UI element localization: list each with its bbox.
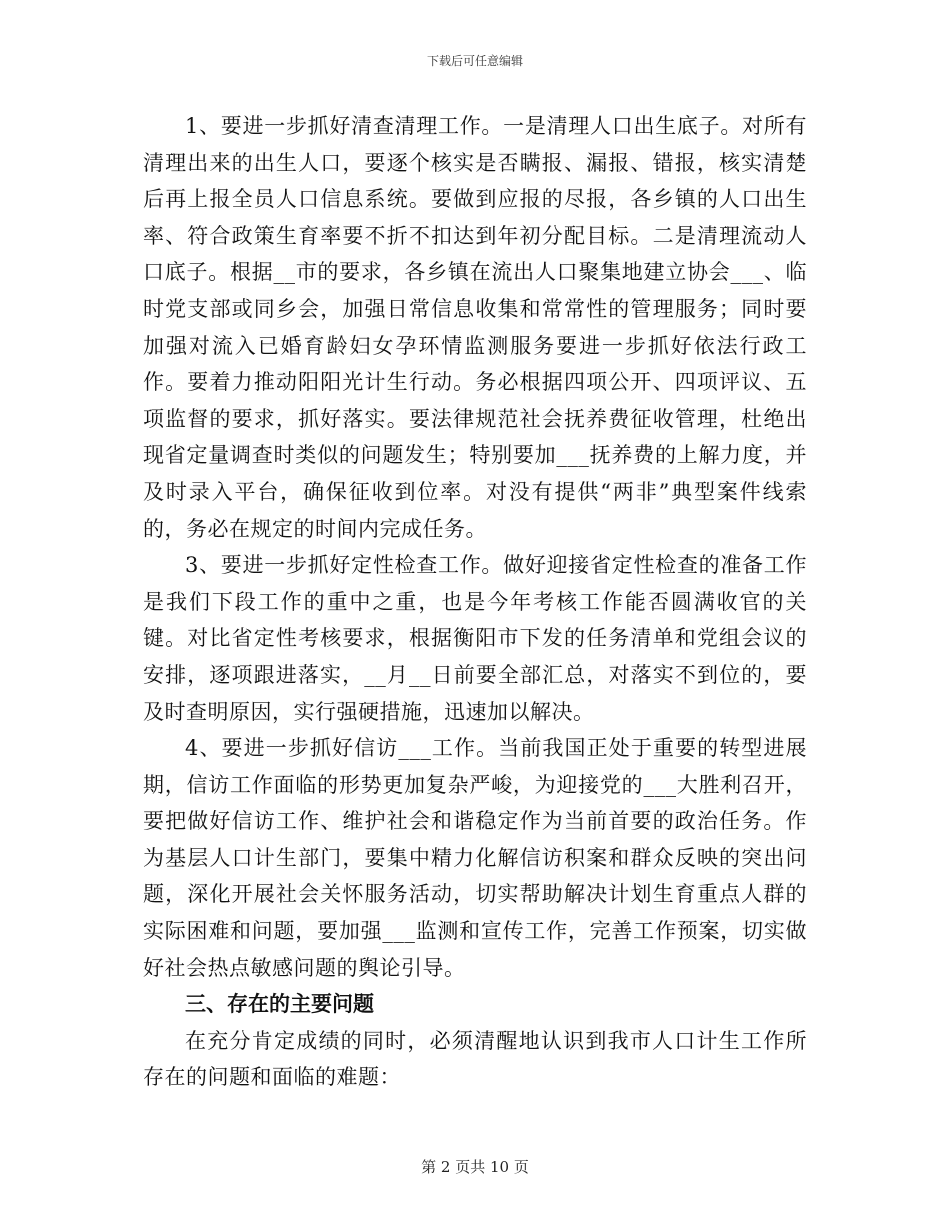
page-header: 下载后可任意编辑 [426,54,523,68]
paragraph-problems-intro: 在充分肯定成绩的同时，必须清醒地认识到我市人口计生工作所存在的问题和面临的难题： [143,1028,807,1090]
paragraph-3-qualitative-inspection: 3、要进一步抓好定性检查工作。做好迎接省定性检查的准备工作是我们下段工作的重中之重，也是今年考核工作能否圆满收官的关键。对比省定性考核要求，根据衡阳市下发的任务清单和党组会议的安排，逐项跟进落实，__月__日前要全部汇总，对落实不到位的，要及时查明原因，实行强硬措施，迅速加以解决。 [143,553,807,724]
paragraph-4-petition-work: 4、要进一步抓好信访___工作。当前我国正处于重要的转型进展期，信访工作面临的形势更加复杂严峻，为迎接党的___大胜利召开，要把做好信访工作、维护社会和谐稳定作为当前首要的政治任务。作为基层人口计生部门，要集中精力化解信访积案和群众反映的突出问题，深化开展社会关怀服务活动，切实帮助解决计划生育重点人群的实际困难和问题，要加强___监测和宣传工作，完善工作预案，切实做好社会热点敏感问题的舆论引导。 [143,736,807,980]
document-body [143,108,807,1096]
paragraph-1-clearance-work: 1、要进一步抓好清查清理工作。一是清理人口出生底子。对所有清理出来的出生人口，要逐个核实是否瞒报、漏报、错报，核实清楚后再上报全员人口信息系统。要做到应报的尽报，各乡镇的人口出生率、符合政策生育率要不折不扣达到年初分配目标。二是清理流动人口底子。根据__市的要求，各乡镇在流出人口聚集地建立协会___、临时党支部或同乡会，加强日常信息收集和常常性的管理服务；同时要加强对流入已婚育龄妇女孕环情监测服务要进一步抓好依法行政工作。要着力推动阳阳光计生行动。务必根据四项公开、四项评议、五项监督的要求，抓好落实。要法律规范社会抚养费征收管理，杜绝出现省定量调查时类似的问题发生；特别要加___抚养费的上解力度，并及时录入平台，确保征收到位率。对没有提供“两非”典型案件线索的，务必在规定的时间内完成任务。 [143,114,807,541]
page-number-footer: 第 2 页共 10 页 [421,1158,529,1176]
section-heading-main-problems: 三、存在的主要问题 [185,992,374,1017]
